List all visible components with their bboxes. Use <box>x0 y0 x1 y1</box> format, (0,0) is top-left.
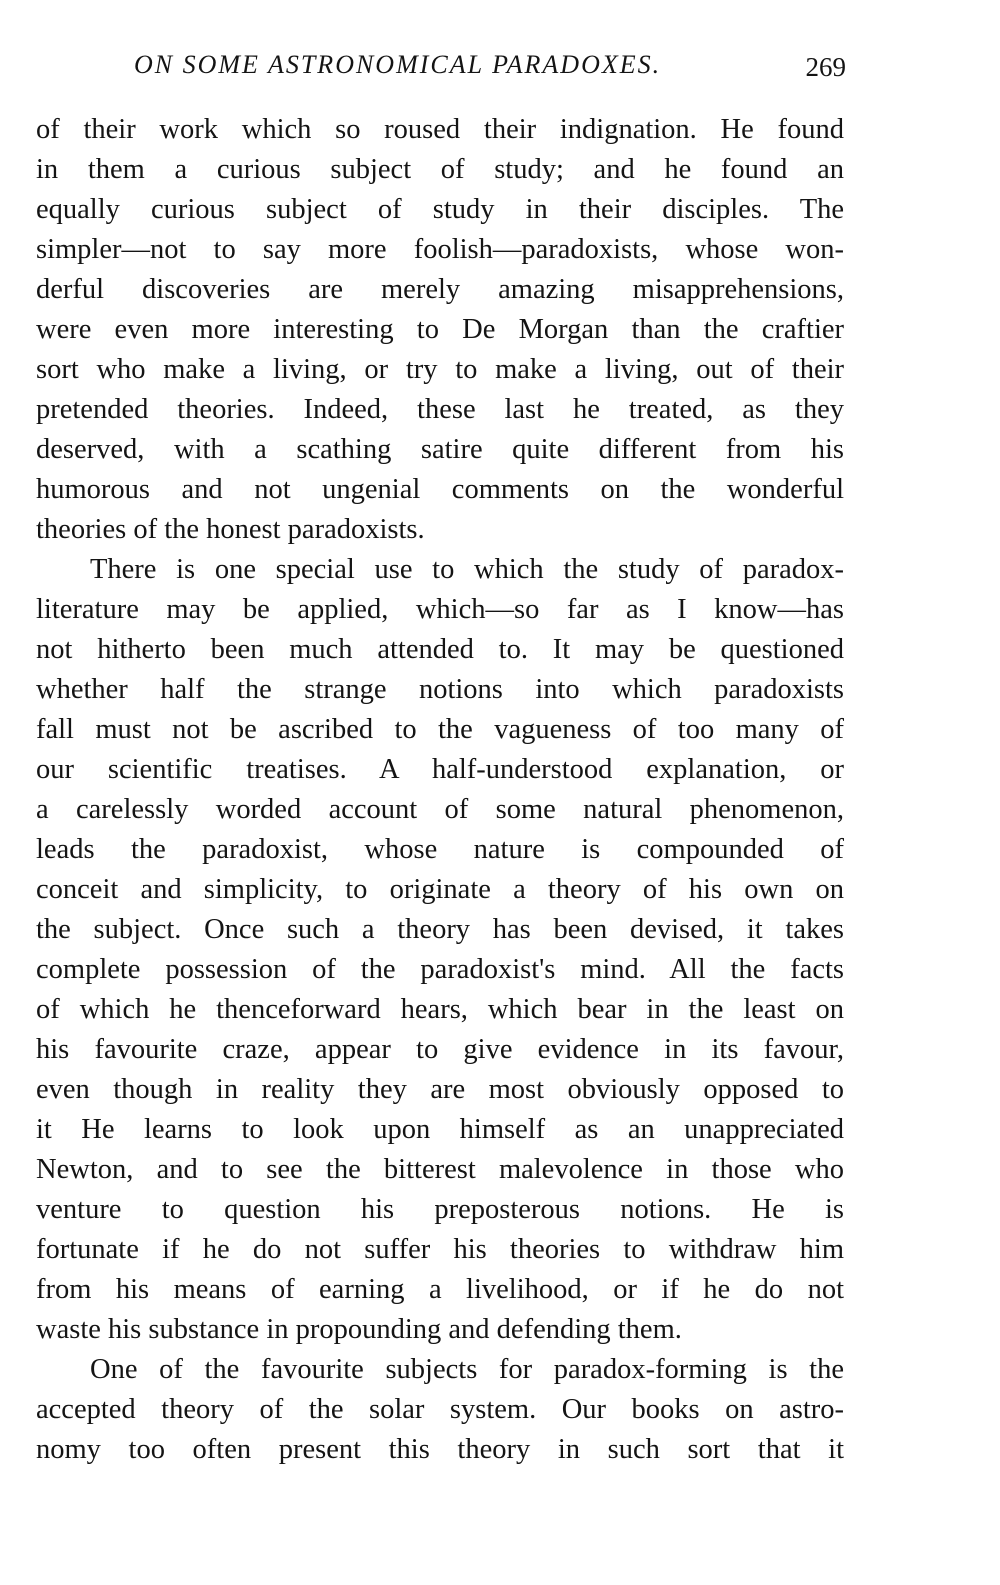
text-line: waste his substance in propounding and defending them. <box>36 1314 682 1345</box>
text-line: equally curious subject of study in their disciples. The <box>36 194 844 225</box>
text-line: even though in reality they are most obviously opposed to <box>36 1074 844 1105</box>
text-line: sort who make a living, or try to make a living, out of their <box>36 354 844 385</box>
text-line: Newton, and to see the bitterest malevolence in those who <box>36 1154 844 1185</box>
text-line: were even more interesting to De Morgan than the craftier <box>36 314 844 345</box>
text-line: leads the paradoxist, whose nature is compounded of <box>36 834 844 865</box>
text-line: not hitherto been much attended to. It may be questioned <box>36 634 844 665</box>
text-line: in them a curious subject of study; and he found an <box>36 154 844 185</box>
text-line: whether half the strange notions into which paradoxists <box>36 674 844 705</box>
text-line: fall must not be ascribed to the vagueness of too many of <box>36 714 844 745</box>
text-line: our scientific treatises. A half-understood explanation, or <box>36 754 844 785</box>
text-line: pretended theories. Indeed, these last he treated, as they <box>36 394 844 425</box>
page-number: 269 <box>805 52 846 82</box>
text-line: of their work which so roused their indignation. He found <box>36 114 844 145</box>
text-line: conceit and simplicity, to originate a theory of his own on <box>36 874 844 905</box>
text-line: humorous and not ungenial comments on the wonderful <box>36 474 844 505</box>
paragraph <box>36 110 844 550</box>
text-line: from his means of earning a livelihood, or if he do not <box>36 1274 844 1305</box>
running-head <box>36 50 844 90</box>
text-line: derful discoveries are merely amazing misapprehensions, <box>36 274 844 305</box>
text-line: venture to question his preposterous notions. He is <box>36 1194 844 1225</box>
text-line: accepted theory of the solar system. Our books on astro- <box>36 1394 844 1425</box>
text-line: nomy too often present this theory in such sort that it <box>36 1434 844 1465</box>
text-line: There is one special use to which the study of paradox- <box>90 554 844 585</box>
text-line: complete possession of the paradoxist's mind. All the facts <box>36 954 844 985</box>
text-line: deserved, with a scathing satire quite different from his <box>36 434 844 465</box>
paragraph <box>36 550 844 1350</box>
text-line: his favourite craze, appear to give evidence in its favour, <box>36 1034 844 1065</box>
text-line: of which he thenceforward hears, which bear in the least on <box>36 994 844 1025</box>
body-text <box>36 110 844 1470</box>
paragraph <box>36 1350 844 1470</box>
text-line: the subject. Once such a theory has been devised, it takes <box>36 914 844 945</box>
text-line: theories of the honest paradoxists. <box>36 514 425 545</box>
text-line: One of the favourite subjects for paradox-forming is the <box>90 1354 844 1385</box>
text-line: fortunate if he do not suffer his theories to withdraw him <box>36 1234 844 1265</box>
text-line: it He learns to look upon himself as an unappreciated <box>36 1114 844 1145</box>
text-line: a carelessly worded account of some natural phenomenon, <box>36 794 844 825</box>
text-line: simpler—not to say more foolish—paradoxists, whose won- <box>36 234 844 265</box>
running-title: ON SOME ASTRONOMICAL PARADOXES. <box>134 50 662 79</box>
text-line: literature may be applied, which—so far as I know—has <box>36 594 844 625</box>
